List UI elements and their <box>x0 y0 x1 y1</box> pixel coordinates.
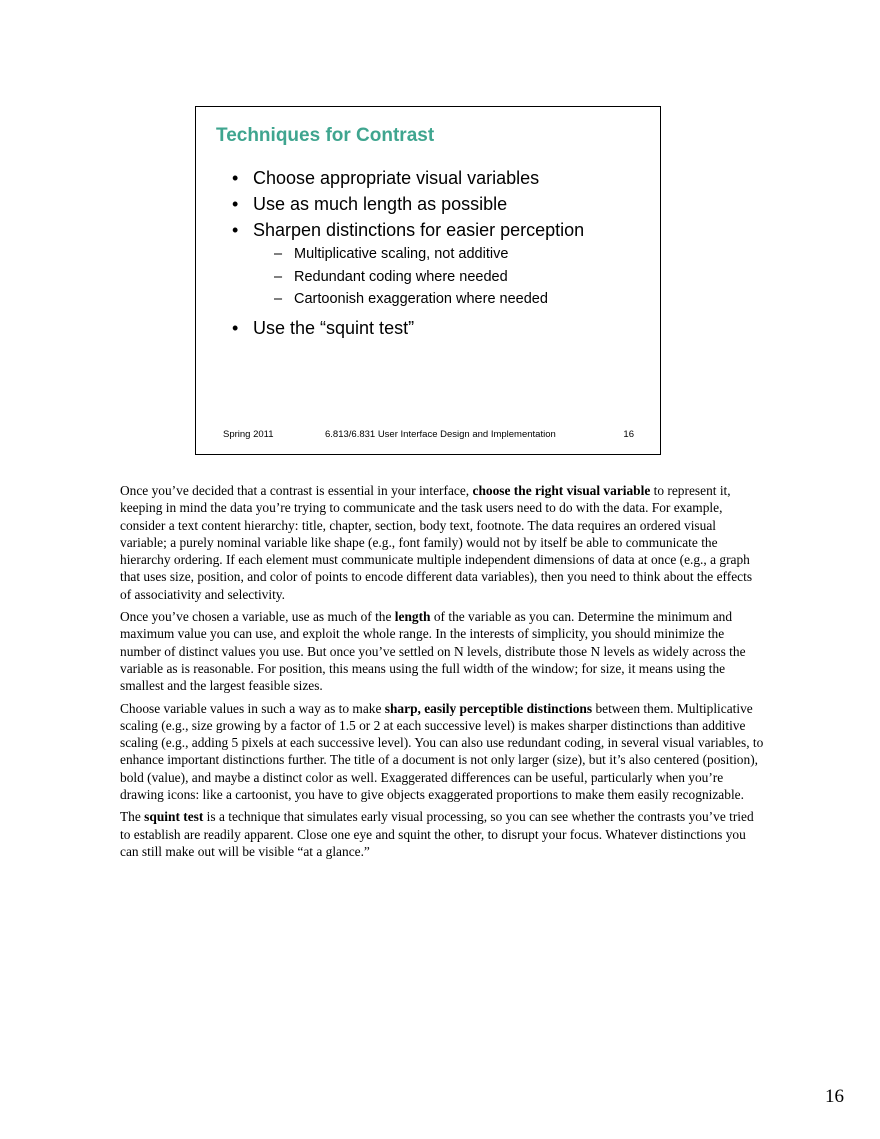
lecture-notes <box>120 482 764 865</box>
page-number: 16 <box>825 1086 844 1107</box>
notes-text: of the variable as you can. Determine the minimum and maximum value you can use, and exploit the whole range. In the interests of simplicity, you should minimize the number of distinct values you use. But once you’ve settled on N levels, distribute those N levels as widely across the variable as is reasonable. For position, this means using the full width of the window; for size, it means using the smallest and the largest feasible sizes. <box>120 609 746 694</box>
slide-footer-course: 6.813/6.831 User Interface Design and Implementation <box>325 429 556 440</box>
notes-paragraph <box>120 700 764 804</box>
slide-bullet-list <box>232 165 584 341</box>
slide-bullet-text: Sharpen distinctions for easier perception <box>253 220 585 240</box>
slide-subbullet-list <box>253 243 584 311</box>
notes-emphasis: squint test <box>144 809 204 825</box>
notes-paragraph <box>120 808 764 860</box>
notes-paragraph <box>120 608 764 694</box>
notes-paragraph <box>120 482 764 603</box>
slide-bullet: • Use the “squint test” <box>232 315 584 341</box>
slide-thumbnail <box>195 106 661 455</box>
notes-emphasis: sharp, easily perceptible distinctions <box>384 700 593 716</box>
slide-subbullet: – Redundant coding where needed <box>253 266 584 289</box>
notes-text: Choose variable values in such a way as to make <box>120 700 385 716</box>
slide-title: Techniques for Contrast <box>216 125 435 146</box>
slide-footer-term: Spring 2011 <box>223 429 274 440</box>
notes-emphasis: length <box>394 609 431 625</box>
slide-bullet: • Use as much length as possible <box>232 191 584 217</box>
slide-subbullet: – Cartoonish exaggeration where needed <box>253 288 584 311</box>
notes-text: Once you’ve chosen a variable, use as much of the <box>120 609 395 625</box>
slide-footer-number: 16 <box>623 429 634 440</box>
slide-bullet: • Choose appropriate visual variables <box>232 165 584 191</box>
notes-emphasis: choose the right visual variable <box>472 483 651 498</box>
notes-text: Once you’ve decided that a contrast is essential in your interface, <box>120 483 473 498</box>
notes-text: to represent it, keeping in mind the data you’re trying to communicate and the task users need to do with the data. For example, consider a text content hierarchy: title, chapter, section, body text, footnote. The data requires an ordered visual variable; a purely nominal variable like shape (e.g., font family) would not by itself be able to communicate the hierarchy ordering. If each element must communicate multiple independent dimensions of data at once (e.g., a graph that uses size, position, and color of points to encode different data variables), then you need to think about the effects of associativity and selectivity. <box>120 483 753 602</box>
slide-bullet <box>232 217 584 311</box>
notes-text: between them. Multiplicative scaling (e.g., size growing by a factor of 1.5 or 2 at each successive level) is makes sharper distinctions than additive scaling (e.g., adding 5 pixels at each successive level). You can also use redundant coding, in several visual variables, to enhance important distinctions further. The title of a document is not only larger (size), but it’s also centered (position), bold (value), and maybe a distinct color as well. Exaggerated differences can be useful, particularly when you’re drawing icons: like a cartoonist, you have to give objects exaggerated proportions to make them easily recognizable. <box>120 700 764 803</box>
notes-text: is a technique that simulates early visual processing, so you can see whether the contrasts you’ve tried to establish are readily apparent. Close one eye and squint the other, to disrupt your focus. Whatever distinctions you can still make out will be visible “at a glance.” <box>120 809 754 859</box>
slide-subbullet: – Multiplicative scaling, not additive <box>253 243 584 266</box>
notes-text: The <box>120 809 145 825</box>
